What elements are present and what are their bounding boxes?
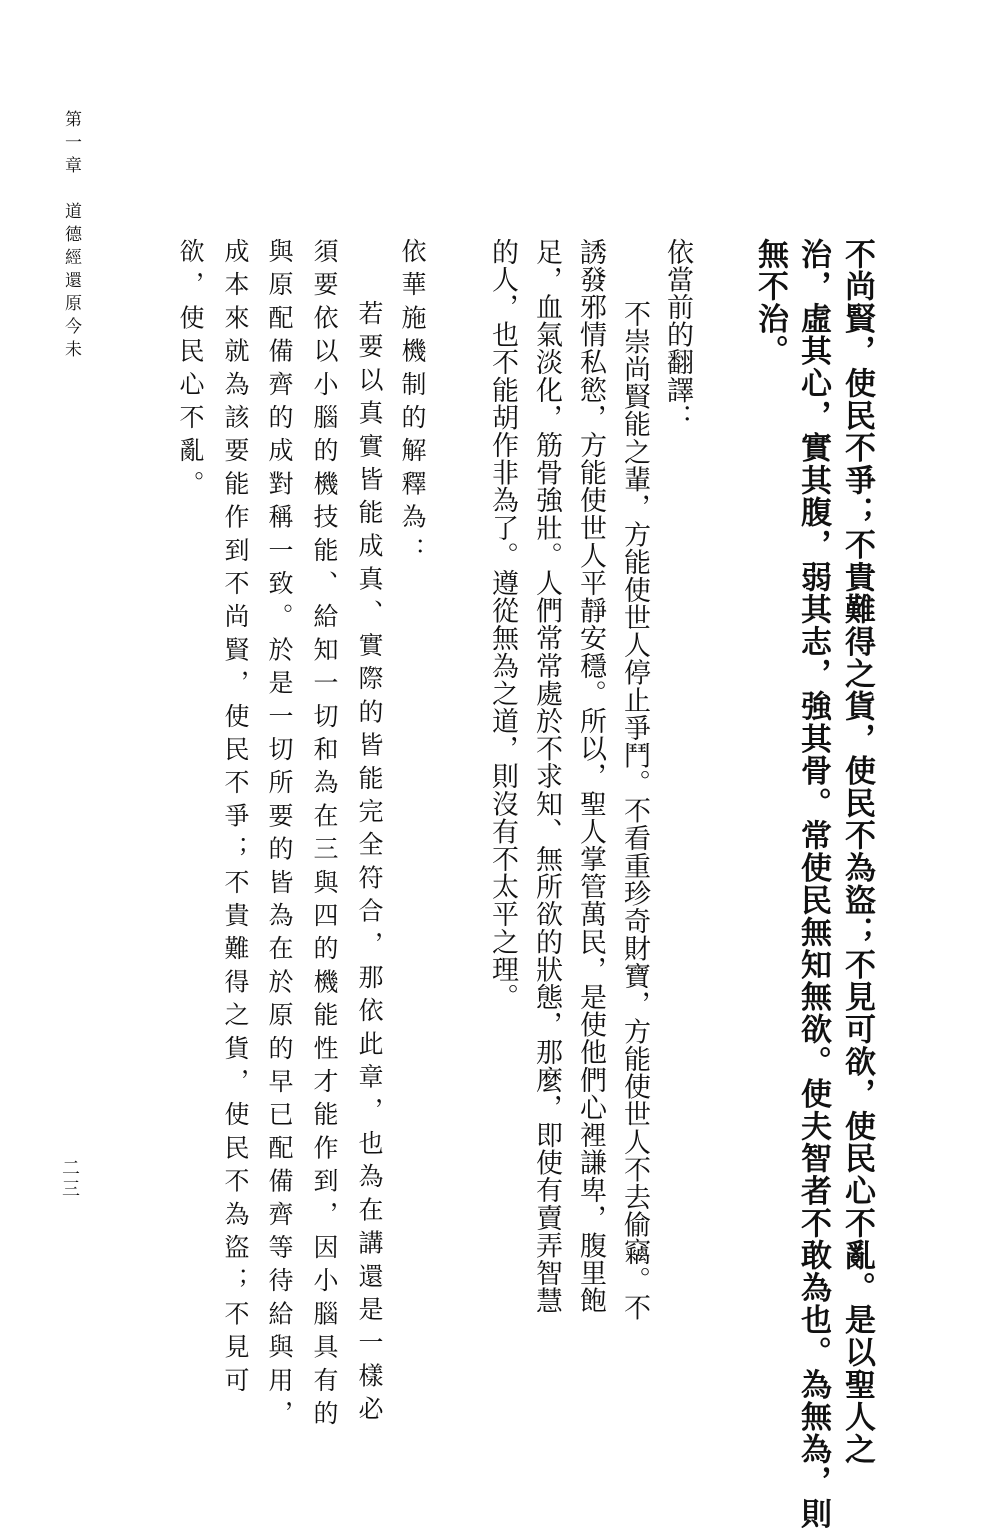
- translation-heading: 依當前的翻譯：: [662, 238, 693, 432]
- running-head: 第一章 道德經還原今未: [61, 110, 81, 363]
- classic-text-line-2: 治，虛其心，實其腹，弱其志，強其骨。常使民無知無欲。使夫智者不敢為也。為無為，則: [795, 238, 831, 1530]
- page-number: 二三: [59, 1158, 80, 1200]
- classic-text-line-1: 不尚賢，使民不爭；不貴難得之貨，使民不為盜；不見可欲，使民心不亂。是以聖人之: [839, 238, 875, 1466]
- explanation-line-1: 若要以真實皆能成真、實際的皆能完全符合，那依此章，也為在講還是一樣必: [355, 300, 384, 1429]
- translation-line-2: 誘發邪情私慾，方能使世人平靜安穩。所以，聖人掌管萬民，是使他們心裡謙卑，腹里飽: [575, 238, 606, 1315]
- explanation-line-2: 須要依以小腦的機技能、給知一切和為在三與四的機能性才能作到，因小腦具有的: [310, 238, 339, 1434]
- translation-line-1: 不崇尚賢能之輩，方能使世人停止爭鬥。不看重珍奇財寶，方能使世人不去偷竊。不: [619, 300, 650, 1322]
- explanation-line-4: 成本來就為該要能作到不尚賢，使民不爭；不貴難得之貨，使民不為盜；不見可: [221, 238, 250, 1400]
- explanation-line-5: 欲，使民心不亂。: [176, 238, 205, 504]
- explanation-line-3: 與原配備齊的成對稱一致。於是一切所要的皆為在於原的早已配備齊等待給與用，: [265, 238, 294, 1434]
- explanation-heading: 依華施機制的解釋為：: [398, 238, 427, 570]
- translation-line-4: 的人，也不能胡作非為了。遵從無為之道，則沒有不太平之理。: [487, 238, 518, 1011]
- classic-text-line-3: 無不治。: [752, 238, 788, 368]
- translation-line-3: 足，血氣淡化，筋骨強壯。人們常常處於不求知、無所欲的狀態，那麼，即使有賣弄智慧: [531, 238, 562, 1315]
